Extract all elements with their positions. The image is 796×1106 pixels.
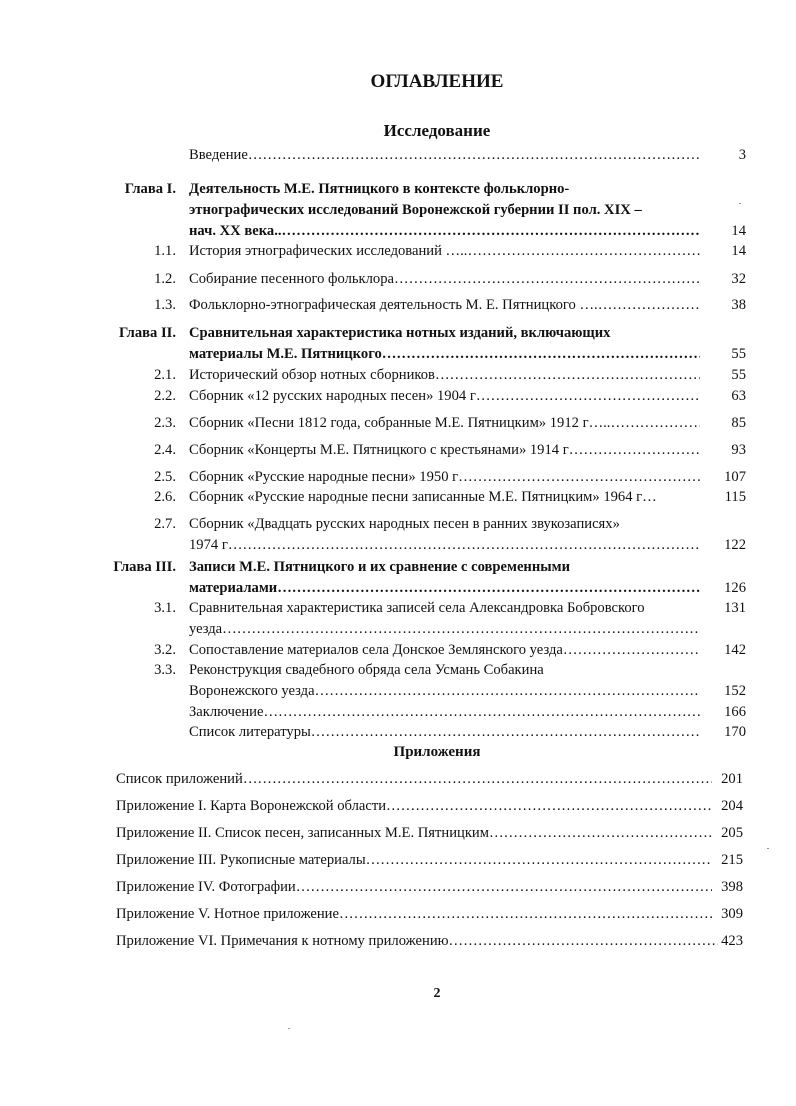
entry-text: материалы М.Е. Пятницкого <box>189 346 382 362</box>
page-ref: 204 <box>721 798 743 814</box>
toc-line <box>0 323 796 343</box>
dot-leader <box>476 386 700 406</box>
toc-line <box>0 386 796 406</box>
entry-title <box>189 386 700 406</box>
chapter-number: 3.1. <box>154 600 176 616</box>
page-ref: 14 <box>731 223 746 239</box>
appendix-title <box>116 877 712 897</box>
chapter-number: 1.2. <box>154 271 176 287</box>
entry-title <box>189 722 700 742</box>
toc-line <box>0 241 796 261</box>
page-ref: 166 <box>724 704 746 720</box>
page-ref: 122 <box>724 537 746 553</box>
page-ref: 170 <box>724 724 746 740</box>
toc-line <box>0 200 796 220</box>
entry-title <box>189 440 700 460</box>
entry-title <box>189 660 729 680</box>
chapter-number: 2.7. <box>154 516 176 532</box>
dot-leader <box>569 440 700 460</box>
toc-line <box>0 365 796 385</box>
entry-title <box>189 702 700 722</box>
entry-text: Записи М.Е. Пятницкого и их сравнение с современными <box>189 559 570 575</box>
chapter-number: 2.6. <box>154 489 176 505</box>
entry-title <box>189 487 700 507</box>
dot-leader <box>243 769 712 789</box>
section-heading-research: Исследование <box>383 121 491 140</box>
entry-text: История этнографических исследований ….. <box>189 243 468 259</box>
page-ref: 309 <box>721 906 743 922</box>
appendix-title <box>116 850 712 870</box>
entry-title <box>189 535 700 555</box>
toc-line <box>0 179 796 199</box>
page-ref: 32 <box>731 271 746 287</box>
page-ref: 55 <box>731 346 746 362</box>
page-ref: 423 <box>721 933 743 949</box>
page-ref: 63 <box>731 388 746 404</box>
entry-text: Сборник «Концерты М.Е. Пятницкого с крестьянами» 1914 г <box>189 442 569 458</box>
page-ref: 205 <box>721 825 743 841</box>
entry-title <box>189 221 700 241</box>
entry-title <box>189 681 700 701</box>
entry-title <box>189 344 700 364</box>
entry-text: Введение <box>189 147 248 163</box>
toc-line <box>0 413 796 433</box>
toc-line <box>0 269 796 289</box>
dot-leader <box>222 619 700 639</box>
entry-text: Воронежского уезда <box>189 683 315 699</box>
toc-line <box>0 702 796 722</box>
entry-title <box>189 619 700 639</box>
page-ref: 115 <box>724 489 746 505</box>
entry-text: 1974 г <box>189 537 228 553</box>
toc-line <box>0 295 796 315</box>
appendix-entry[interactable] <box>0 931 796 951</box>
page-ref: 55 <box>731 367 746 383</box>
appendix-text: Приложение V. Нотное приложение <box>116 906 339 922</box>
toc-line <box>0 598 796 618</box>
page-ref: 201 <box>721 771 743 787</box>
appendix-text: Список приложений <box>116 771 243 787</box>
dot-leader <box>449 931 718 951</box>
page-ref: 126 <box>724 580 746 596</box>
scan-speck <box>288 1028 290 1029</box>
appendix-title <box>116 769 712 789</box>
toc-line <box>0 578 796 598</box>
entry-title <box>189 578 700 598</box>
entry-title <box>189 413 700 433</box>
entry-text: Сборник «Русские народные песни записанные М.Е. Пятницким» 1964 г… <box>189 489 657 505</box>
appendix-entry[interactable] <box>0 850 796 870</box>
chapter-number: 2.1. <box>154 367 176 383</box>
entry-title <box>189 640 700 660</box>
entry-title <box>189 269 700 289</box>
appendix-title <box>116 904 712 924</box>
chapter-number: 2.5. <box>154 469 176 485</box>
entry-title <box>189 241 700 261</box>
chapter-number: Глава II. <box>119 325 176 341</box>
appendix-text: Приложение III. Рукописные материалы <box>116 852 366 868</box>
appendix-text: Приложение I. Карта Воронежской области <box>116 798 387 814</box>
toc-line <box>0 557 796 577</box>
toc-line <box>0 660 796 680</box>
entry-text: Реконструкция свадебного обряда села Усмань Собакина <box>189 662 544 678</box>
entry-text: Заключение <box>189 704 264 720</box>
entry-text: Сборник «Песни 1812 года, собранные М.Е. Пятницким» 1912 г….. <box>189 415 611 431</box>
entry-text: Фольклорно-этнографическая деятельность М. Е. Пятницкого …. <box>189 297 598 313</box>
toc-line <box>0 221 796 241</box>
dot-leader <box>263 702 700 722</box>
chapter-number: 2.4. <box>154 442 176 458</box>
entry-text: Сравнительная характеристика записей села Александровка Бобровского <box>189 600 645 616</box>
toc-line <box>0 619 796 639</box>
entry-title <box>189 295 700 315</box>
scan-speck <box>739 203 741 204</box>
chapter-number: 1.1. <box>154 243 176 259</box>
dot-leader <box>467 241 700 261</box>
entry-title <box>189 598 729 618</box>
appendix-entry[interactable] <box>0 904 796 924</box>
entry-title <box>189 145 700 165</box>
chapter-number: 2.2. <box>154 388 176 404</box>
appendix-entry[interactable] <box>0 877 796 897</box>
chapter-number: 3.2. <box>154 642 176 658</box>
chapter-number: 2.3. <box>154 415 176 431</box>
page-ref: 14 <box>731 243 746 259</box>
toc-line <box>0 681 796 701</box>
toc-line <box>0 440 796 460</box>
dot-leader <box>366 850 712 870</box>
entry-text: Список литературы <box>189 724 311 740</box>
entry-title <box>189 179 729 199</box>
dot-leader <box>339 904 712 924</box>
appendix-title <box>116 931 718 951</box>
page-title: ОГЛАВЛЕНИЕ <box>370 71 504 92</box>
entry-text: Сборник «12 русских народных песен» 1904 г <box>189 388 476 404</box>
appendix-entry[interactable] <box>0 823 796 843</box>
page-ref: 215 <box>721 852 743 868</box>
page-ref: 85 <box>731 415 746 431</box>
entry-text: материалами <box>189 580 278 596</box>
chapter-number: 3.3. <box>154 662 176 678</box>
entry-text: этнографических исследований Воронежской губернии II пол. XIX – <box>189 202 642 218</box>
dot-leader <box>386 796 712 816</box>
entry-text: Сборник «Двадцать русских народных песен в ранних звукозаписях» <box>189 516 620 532</box>
chapter-number: Глава I. <box>124 181 176 197</box>
chapter-number: 1.3. <box>154 297 176 313</box>
dot-leader <box>598 295 700 315</box>
page-ref: 398 <box>721 879 743 895</box>
dot-leader <box>311 722 700 742</box>
entry-text: Сборник «Русские народные песни» 1950 г <box>189 469 459 485</box>
entry-title <box>189 514 729 534</box>
appendix-entry[interactable] <box>0 769 796 789</box>
dot-leader <box>394 269 700 289</box>
toc-line <box>0 535 796 555</box>
entry-title <box>189 557 729 577</box>
toc-line <box>0 640 796 660</box>
entry-title <box>189 467 700 487</box>
page-ref: 3 <box>738 147 746 163</box>
appendix-entry[interactable] <box>0 796 796 816</box>
section-heading-appendices: Приложения <box>393 744 481 760</box>
dot-leader <box>282 221 700 241</box>
dot-leader <box>489 823 712 843</box>
dot-leader <box>228 535 700 555</box>
page-ref: 152 <box>724 683 746 699</box>
page-ref: 107 <box>724 469 746 485</box>
entry-text: Деятельность М.Е. Пятницкого в контексте фольклорно- <box>189 181 570 197</box>
dot-leader <box>435 365 700 385</box>
toc-line <box>0 344 796 364</box>
dot-leader <box>563 640 700 660</box>
scan-speck <box>767 848 769 849</box>
dot-leader <box>382 344 700 364</box>
appendix-title <box>116 796 712 816</box>
toc-line <box>0 467 796 487</box>
entry-title <box>189 365 700 385</box>
page-number: 2 <box>433 986 441 1001</box>
appendix-text: Приложение IV. Фотографии <box>116 879 296 895</box>
dot-leader <box>458 467 700 487</box>
dot-leader <box>296 877 712 897</box>
entry-text: Собирание песенного фольклора <box>189 271 394 287</box>
dot-leader <box>315 681 700 701</box>
toc-line <box>0 722 796 742</box>
page-ref: 142 <box>724 642 746 658</box>
dot-leader <box>277 578 700 598</box>
entry-text: Исторический обзор нотных сборников <box>189 367 435 383</box>
entry-text: нач. XX века.. <box>189 223 282 239</box>
dot-leader <box>248 145 700 165</box>
entry-text: Сопоставление материалов села Донское Землянского уезда <box>189 642 563 658</box>
page-ref: 38 <box>731 297 746 313</box>
chapter-number: Глава III. <box>113 559 176 575</box>
toc-line <box>0 487 796 507</box>
appendix-text: Приложение II. Список песен, записанных М.Е. Пятницким <box>116 825 489 841</box>
page-ref: 93 <box>731 442 746 458</box>
page-ref: 131 <box>724 600 746 616</box>
entry-text: уезда <box>189 621 223 637</box>
entry-text: Сравнительная характеристика нотных изданий, включающих <box>189 325 611 341</box>
appendix-title <box>116 823 712 843</box>
toc-line <box>0 514 796 534</box>
appendix-text: Приложение VI. Примечания к нотному приложению <box>116 933 449 949</box>
toc-line <box>0 145 796 165</box>
entry-title <box>189 323 729 343</box>
entry-title <box>189 200 729 220</box>
